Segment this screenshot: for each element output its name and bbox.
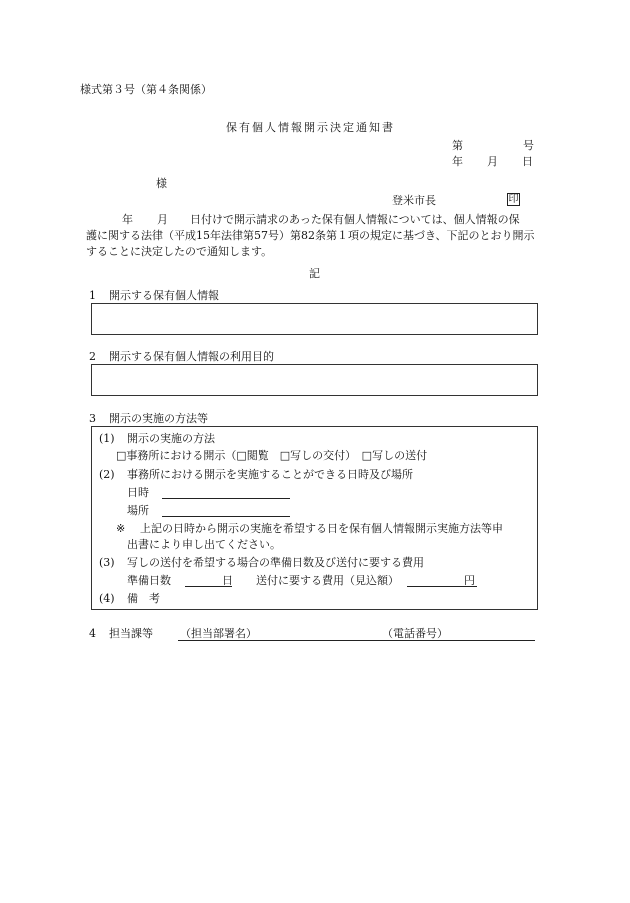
date-day: 日 <box>522 155 533 168</box>
section1-label: 開示する保有個人情報 <box>109 289 219 302</box>
ki-heading: 記 <box>309 267 320 280</box>
item2-number: (2) <box>99 468 115 481</box>
item3-number: (3) <box>99 556 115 569</box>
number-suffix: 号 <box>523 139 534 152</box>
seal-box: 印 <box>508 194 519 205</box>
place-field[interactable] <box>162 516 290 517</box>
days-unit: 日 <box>222 574 233 587</box>
number-prefix: 第 <box>452 139 463 152</box>
section3-number: 3 <box>89 412 96 425</box>
cost-label: 送付に要する費用（見込額） <box>256 574 399 587</box>
item1-number: (1) <box>99 432 115 445</box>
dept-label: （担当部署名） <box>180 627 257 640</box>
note-mark: ※ <box>116 522 126 535</box>
note-line1: 上記の日時から開示の実施を希望する日を保有個人情報開示実施方法等申 <box>140 522 503 535</box>
place-label: 場所 <box>127 504 149 517</box>
datetime-field[interactable] <box>162 498 290 499</box>
issuer-name: 登米市長 <box>392 194 436 207</box>
body-year: 年 <box>122 213 133 226</box>
item3-label: 写しの送付を希望する場合の準備日数及び送付に要する費用 <box>127 556 424 569</box>
document-title: 保有個人情報開示決定通知書 <box>226 121 395 134</box>
section4-number: 4 <box>89 627 96 640</box>
form-number: 様式第３号（第４条関係） <box>80 83 212 96</box>
section2-label: 開示する保有個人情報の利用目的 <box>109 350 274 363</box>
section1-input-box[interactable] <box>91 303 538 335</box>
item2-label: 事務所における開示を実施することができる日時及び場所 <box>127 468 413 481</box>
item1-label: 開示の実施の方法 <box>127 432 215 445</box>
contact-underline[interactable] <box>178 640 535 641</box>
body-line1: 日付けで開示請求のあった保有個人情報については、個人情報の保 <box>190 213 520 226</box>
body-month: 月 <box>157 213 168 226</box>
datetime-label: 日時 <box>127 486 149 499</box>
addressee-honorific: 様 <box>156 177 167 190</box>
section1-number: 1 <box>89 289 96 302</box>
phone-label: （電話番号） <box>382 627 448 640</box>
body-line2: 護に関する法律（平成15年法律第57号）第82条第１項の規定に基づき、下記のとおり開示 <box>86 229 535 242</box>
prep-days-label: 準備日数 <box>127 574 171 587</box>
note-line2: 出書により申し出てください。 <box>127 538 281 551</box>
item1-options[interactable]: □事務所における開示（□閲覧 □写しの交付） □写しの送付 <box>116 449 428 462</box>
section4-label: 担当課等 <box>109 627 153 640</box>
item4-label: 備 考 <box>127 592 160 605</box>
body-line3: することに決定したので通知します。 <box>86 245 273 258</box>
date-year: 年 <box>452 155 463 168</box>
item4-number: (4) <box>99 592 115 605</box>
section3-label: 開示の実施の方法等 <box>109 412 208 425</box>
date-month: 月 <box>487 155 498 168</box>
yen-unit: 円 <box>464 574 475 587</box>
section2-input-box[interactable] <box>91 364 538 396</box>
section2-number: 2 <box>89 350 96 363</box>
